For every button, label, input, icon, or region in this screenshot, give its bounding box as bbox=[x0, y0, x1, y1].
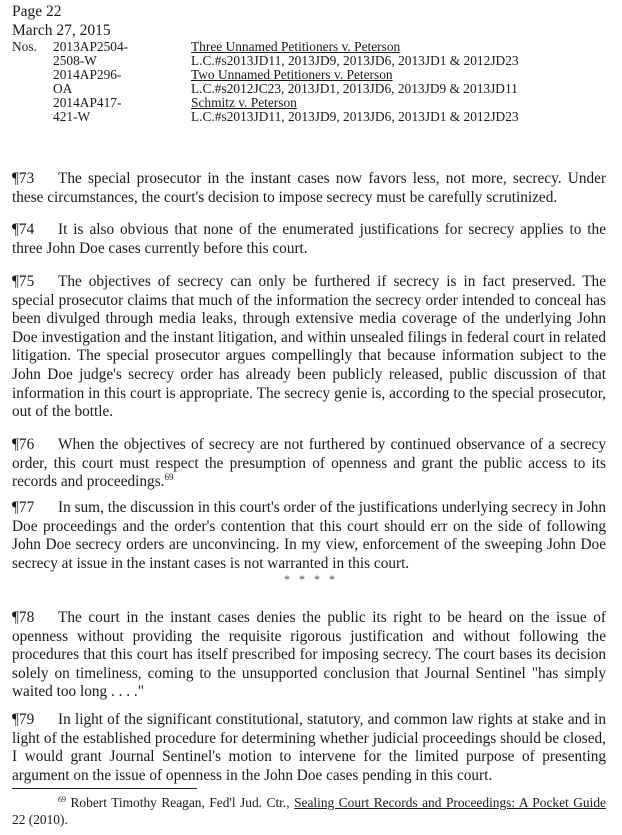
footnote-69 bbox=[12, 794, 606, 828]
paragraph-number: ¶75 bbox=[12, 273, 35, 290]
case-number: 2014AP417-421-W bbox=[53, 95, 122, 124]
paragraph-76 bbox=[12, 436, 606, 492]
paragraph-text: When the objectives of secrecy are not furthered by continued observance of a secrecy order, this court must respect the presumption of openness and grant the public access to its records and proceedings. bbox=[12, 436, 606, 491]
paragraph-number: ¶74 bbox=[12, 221, 35, 238]
lower-court-numbers: L.C.#s2012JC23, 2013JD1, 2013JD6, 2013JD9 & 2013JD11 bbox=[191, 81, 518, 96]
case-number: 2013AP2504-2508-W bbox=[53, 39, 129, 68]
paragraph-number: ¶79 bbox=[12, 711, 35, 728]
paragraph-text: The court in the instant cases denies the public its right to be heard on the issue of openness without providing the requisite rigorous justification and without following the procedures that this court has itself prescribed for imposing secrecy. The court bases its decision solely on timeliness, coming to the unsupported conclusion that Journal Sentinel "has simply waited too long . . . ." bbox=[12, 609, 606, 701]
case-name: Schmitz v. Peterson bbox=[191, 95, 297, 110]
paragraph-77 bbox=[12, 499, 606, 573]
document-date: March 27, 2015 bbox=[12, 22, 111, 39]
paragraph-number: ¶73 bbox=[12, 170, 35, 187]
paragraph-74 bbox=[12, 221, 606, 258]
paragraph-text: In sum, the discussion in this court's order of the justifications underlying secrecy in John Doe proceedings and the order's contention that this court should err on the side of following John Doe secrecy orders are unconvincing. In my view, enforcement of the sweeping John Doe secrecy at issue in the instant cases is not warranted in this court. bbox=[12, 499, 606, 572]
footnote-divider bbox=[12, 788, 197, 789]
lower-court-numbers: L.C.#s2013JD11, 2013JD9, 2013JD6, 2013JD1 & 2012JD23 bbox=[191, 109, 519, 124]
footnote-title: Sealing Court Records and Proceedings: A Pocket Guide bbox=[294, 795, 606, 810]
section-break: * * * * bbox=[284, 572, 338, 586]
footnote-author: Robert Timothy Reagan, Fed'l Jud. Ctr., bbox=[70, 795, 295, 810]
paragraph-75 bbox=[12, 273, 606, 422]
paragraph-number: ¶77 bbox=[12, 499, 35, 516]
paragraph-text: In light of the significant constitutional, statutory, and common law rights at stake and in light of the established procedure for determining whether judicial proceedings should be closed, I would grant Journal Sentinel's motion to intervene for the limited purpose of presenting argument on the issue of openness in the John Doe cases pending in this court. bbox=[12, 711, 606, 784]
nos-label: Nos. bbox=[12, 39, 37, 54]
footnote-reference[interactable]: 69 bbox=[164, 472, 174, 483]
case-number: 2014AP296-OA bbox=[53, 67, 122, 96]
paragraph-78 bbox=[12, 609, 606, 702]
paragraph-73 bbox=[12, 170, 606, 207]
footnote-pinpoint: 22 (2010). bbox=[12, 812, 68, 827]
paragraph-text: The objectives of secrecy can only be furthered if secrecy is in fact preserved. The special prosecutor claims that much of the information the secrecy order intended to conceal has been divulged through media leaks, through extensive media coverage of the underlying John Doe investigation and the instant litigation, and within unsealed filings in federal court in related litigation. The special prosecutor argues compellingly that because information subject to the John Doe judge's secrecy order has already been publicly released, public discussion of that information in this court is appropriate. The secrecy genie is, according to the special prosecutor, out of the bottle. bbox=[12, 273, 606, 421]
case-name: Three Unnamed Petitioners v. Peterson bbox=[191, 39, 401, 54]
footnote-number: 69 bbox=[58, 795, 66, 804]
paragraph-text: It is also obvious that none of the enumerated justifications for secrecy applies to the three John Doe cases currently before this court. bbox=[12, 221, 606, 257]
case-name: Two Unnamed Petitioners v. Peterson bbox=[191, 67, 393, 82]
paragraph-79 bbox=[12, 711, 606, 785]
page-number: Page 22 bbox=[12, 3, 62, 20]
paragraph-number: ¶78 bbox=[12, 609, 35, 626]
paragraph-number: ¶76 bbox=[12, 436, 35, 453]
lower-court-numbers: L.C.#s2013JD11, 2013JD9, 2013JD6, 2013JD1 & 2012JD23 bbox=[191, 53, 519, 68]
paragraph-text: The special prosecutor in the instant cases now favors less, not more, secrecy. Under these circumstances, the court's decision to impose secrecy must be carefully scrutinized. bbox=[12, 170, 606, 206]
